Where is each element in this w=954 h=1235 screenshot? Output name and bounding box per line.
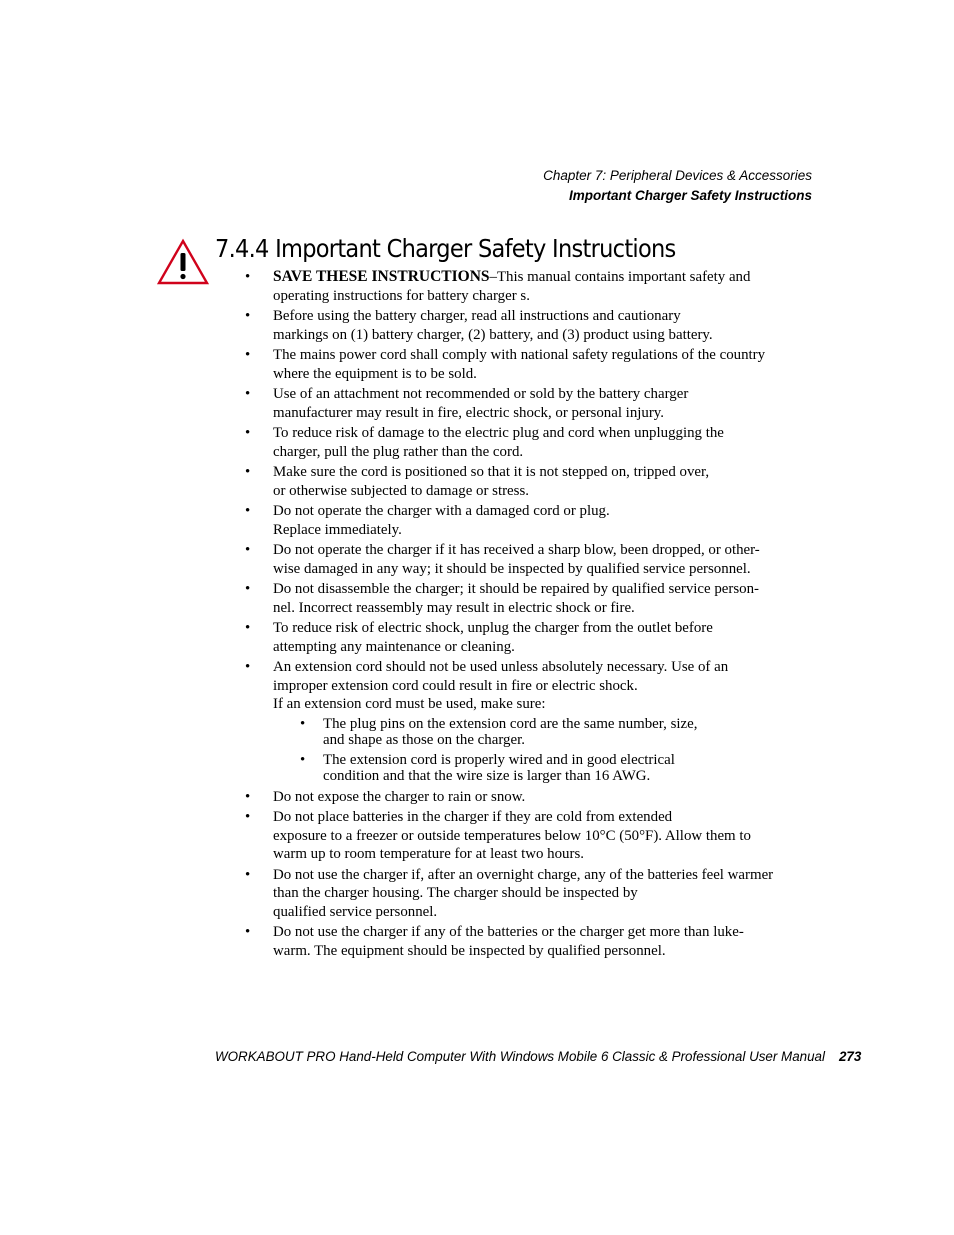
safety-item-line: or otherwise subjected to damage or stress. xyxy=(273,482,529,499)
safety-item-line: • Before using the battery charger, read all instructions and cautionary xyxy=(273,308,681,324)
safety-item-line: • Do not use the charger if, after an overnight charge, any of the batteries feel warmer xyxy=(273,866,774,883)
safety-instructions-list xyxy=(243,268,783,962)
safety-item xyxy=(243,923,783,960)
safety-item xyxy=(243,541,783,578)
safety-item-line: wise damaged in any way; it should be inspected by qualified service personnel. xyxy=(273,560,751,577)
safety-item-line: charger, pull the plug rather than the cord. xyxy=(273,443,524,460)
extension-cord-sublist xyxy=(273,716,783,785)
safety-item xyxy=(243,385,783,422)
safety-item-line: • To reduce risk of electric shock, unplug the charger from the outlet before xyxy=(273,620,713,636)
page-footer xyxy=(215,1047,861,1067)
safety-item-line: • Make sure the cord is positioned so that it is not stepped on, tripped over, xyxy=(273,464,710,480)
safety-item-line: warm up to room temperature for at least two hours. xyxy=(273,846,584,862)
running-header xyxy=(543,166,812,206)
sub-item xyxy=(273,752,783,785)
sub-item-line: and shape as those on the charger. xyxy=(323,732,525,748)
chapter-header: Chapter 7: Peripheral Devices & Accessories xyxy=(543,168,812,183)
safety-item xyxy=(243,307,783,344)
sub-item-line: condition and that the wire size is larger than 16 AWG. xyxy=(323,768,651,784)
safety-item-line: • The mains power cord shall comply with national safety regulations of the country xyxy=(273,347,766,363)
safety-item xyxy=(243,268,783,305)
footer-manual-title: WORKABOUT PRO Hand-Held Computer With Windows Mobile 6 Classic & Professional User Manual xyxy=(215,1049,825,1064)
safety-item xyxy=(243,808,783,864)
sub-item-line: • The plug pins on the extension cord are the same number, size, xyxy=(323,715,698,732)
safety-item-line: • Do not expose the charger to rain or snow. xyxy=(273,788,526,805)
safety-item-line: than the charger housing. The charger should be inspected by xyxy=(273,885,638,901)
safety-item xyxy=(243,788,783,807)
safety-item-line: manufacturer may result in fire, electric shock, or personal injury. xyxy=(273,404,665,421)
safety-item xyxy=(243,502,783,539)
safety-item-line: • Do not disassemble the charger; it should be repaired by qualified service person- xyxy=(273,581,760,597)
safety-item-line: • Do not operate the charger with a damaged cord or plug. xyxy=(273,503,610,519)
section-title: 7.4.4 Important Charger Safety Instructions xyxy=(215,234,676,263)
safety-item-line: warm. The equipment should be inspected by qualified personnel. xyxy=(273,942,666,959)
safety-item xyxy=(243,463,783,500)
safety-item-line: improper extension cord could result in fire or electric shock. xyxy=(273,677,638,694)
safety-item xyxy=(243,619,783,656)
safety-item-bold: SAVE THESE INSTRUCTIONS xyxy=(273,268,490,285)
safety-item-line: where the equipment is to be sold. xyxy=(273,365,477,382)
safety-item-line: Replace immediately. xyxy=(273,521,402,538)
safety-item xyxy=(243,346,783,383)
sub-item-line: • The extension cord is properly wired and in good electrical xyxy=(323,751,675,768)
safety-item-line: nel. Incorrect reassembly may result in electric shock or fire. xyxy=(273,599,635,616)
safety-item xyxy=(243,866,783,922)
safety-item xyxy=(243,424,783,461)
safety-item-line: markings on (1) battery charger, (2) battery, and (3) product using battery. xyxy=(273,326,713,343)
safety-item xyxy=(243,658,783,785)
safety-item-line: • Do not operate the charger if it has received a sharp blow, been dropped, or other- xyxy=(273,542,760,558)
safety-item-line: • An extension cord should not be used unless absolutely necessary. Use of an xyxy=(273,659,729,675)
page-number: 273 xyxy=(838,1049,862,1064)
safety-item-line: If an extension cord must be used, make sure: xyxy=(273,696,546,712)
sub-item xyxy=(273,716,783,749)
safety-item-line: • Do not place batteries in the charger if they are cold from extended xyxy=(273,809,673,825)
safety-item-line: attempting any maintenance or cleaning. xyxy=(273,638,515,655)
safety-item-line: • SAVE THESE INSTRUCTIONS–This manual contains important safety and xyxy=(273,268,751,285)
safety-item-line: • Use of an attachment not recommended or sold by the battery charger xyxy=(273,386,689,402)
safety-item-line: • To reduce risk of damage to the electric plug and cord when unplugging the xyxy=(273,425,724,441)
warning-triangle-icon xyxy=(157,238,209,286)
safety-item-line: operating instructions for battery charger s. xyxy=(273,287,530,304)
section-header: Important Charger Safety Instructions xyxy=(568,188,812,203)
safety-item-line: exposure to a freezer or outside temperatures below 10°C (50°F). Allow them to xyxy=(273,827,751,844)
safety-item xyxy=(243,580,783,617)
safety-item-line: • Do not use the charger if any of the batteries or the charger get more than luke- xyxy=(273,924,744,940)
safety-item-line: qualified service personnel. xyxy=(273,903,438,920)
